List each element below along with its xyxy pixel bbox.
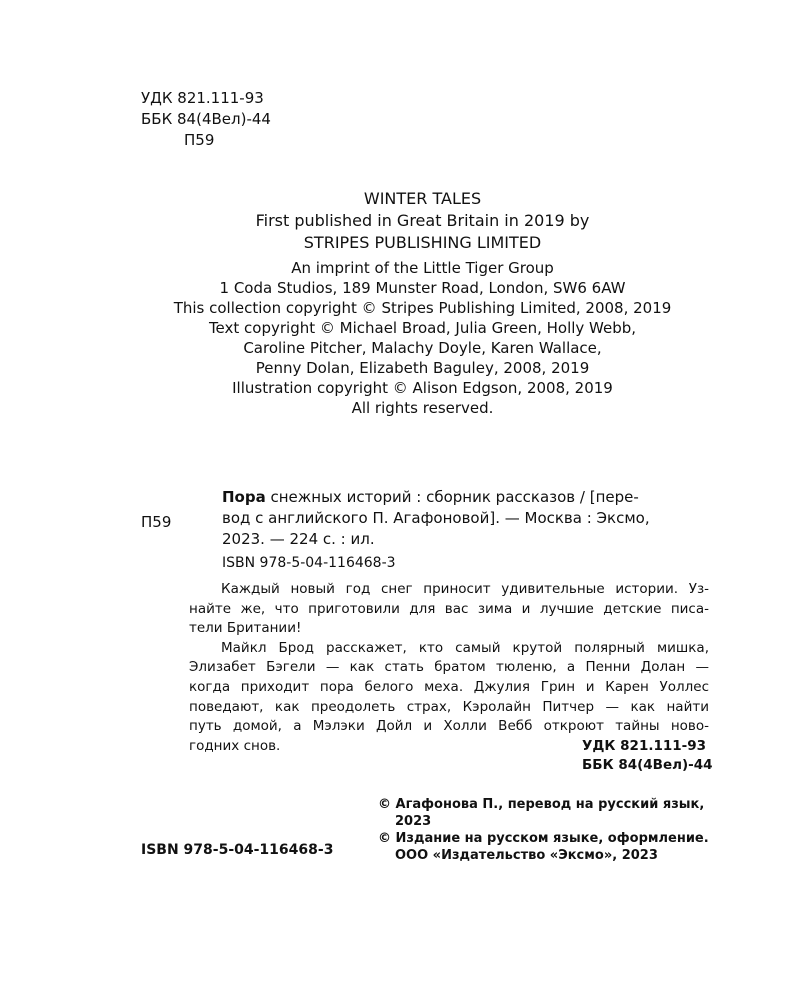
rights-line: All rights reserved. bbox=[351, 399, 494, 417]
biblio-line: вод с английского П. Агафоновой]. — Москва : Эксмо, bbox=[222, 509, 650, 527]
translator-copyright-year: 2023 bbox=[395, 814, 432, 829]
annotation-line: найте же, что приготовили для вас зима и лучшие детские писа- bbox=[189, 600, 709, 617]
annotation bbox=[189, 580, 709, 756]
biblio-line bbox=[222, 487, 710, 508]
english-rights-block bbox=[130, 188, 715, 418]
rights-line: Illustration copyright © Alison Edgson, 2008, 2019 bbox=[232, 379, 613, 397]
classification-codes-top bbox=[141, 88, 271, 151]
biblio-line: 2023. — 224 с. : ил. bbox=[222, 530, 375, 548]
annotation-line: путь домой, а Мэлэки Дойл и Холли Вебб откроют тайны ново- bbox=[189, 718, 709, 735]
annotation-line: Майкл Брод расскажет, кто самый крутой полярный мишка, bbox=[221, 639, 709, 656]
first-published-line: First published in Great Britain in 2019 by bbox=[255, 211, 590, 230]
author-mark: П59 bbox=[184, 131, 215, 149]
publisher-name: STRIPES PUBLISHING LIMITED bbox=[303, 233, 542, 252]
translator-copyright: © Агафонова П., перевод на русский язык, bbox=[378, 797, 705, 812]
rights-line: 1 Coda Studios, 189 Munster Road, London, SW6 6AW bbox=[219, 279, 626, 297]
isbn-inner: ISBN 978-5-04-116468-3 bbox=[222, 555, 396, 571]
bibliographic-description bbox=[222, 487, 710, 550]
rights-line: An imprint of the Little Tiger Group bbox=[291, 259, 554, 277]
bbk-code: ББК 84(4Вел)-44 bbox=[141, 110, 271, 128]
annotation-line: тели Британии! bbox=[189, 620, 302, 637]
classification-codes-bottom bbox=[582, 737, 713, 775]
edition-copyright-owner: ООО «Издательство «Эксмо», 2023 bbox=[395, 848, 658, 863]
annotation-line: годних снов. bbox=[189, 737, 281, 754]
biblio-title-word: Пора bbox=[222, 488, 266, 506]
author-mark-side: П59 bbox=[141, 513, 172, 531]
original-title: WINTER TALES bbox=[363, 189, 482, 208]
bbk-code: ББК 84(4Вел)-44 bbox=[582, 757, 713, 773]
rights-line: Caroline Pitcher, Malachy Doyle, Karen Wallace, bbox=[243, 339, 602, 357]
annotation-line: когда приходит пора белого меха. Джулия Грин и Карен Уоллес bbox=[189, 678, 709, 695]
copyright-block bbox=[378, 796, 718, 864]
annotation-line: Каждый новый год снег приносит удивительные истории. Уз- bbox=[221, 581, 709, 597]
rights-line: Text copyright © Michael Broad, Julia Green, Holly Webb, bbox=[208, 319, 637, 337]
annotation-line: поведают, как преодолеть страх, Кэролайн Питчер — как найти bbox=[189, 698, 709, 715]
isbn-bottom: ISBN 978-5-04-116468-3 bbox=[141, 842, 334, 858]
rights-line: This collection copyright © Stripes Publishing Limited, 2008, 2019 bbox=[173, 299, 672, 317]
udk-code: УДК 821.111-93 bbox=[141, 89, 264, 107]
biblio-line1-rest: снежных историй : сборник рассказов / [пере- bbox=[265, 488, 639, 506]
rights-line: Penny Dolan, Elizabeth Baguley, 2008, 2019 bbox=[255, 359, 590, 377]
udk-code: УДК 821.111-93 bbox=[582, 738, 707, 754]
annotation-line: Элизабет Бэгели — как стать братом тюленю, а Пенни Долан — bbox=[189, 659, 709, 676]
edition-copyright: © Издание на русском языке, оформление. bbox=[378, 831, 709, 846]
